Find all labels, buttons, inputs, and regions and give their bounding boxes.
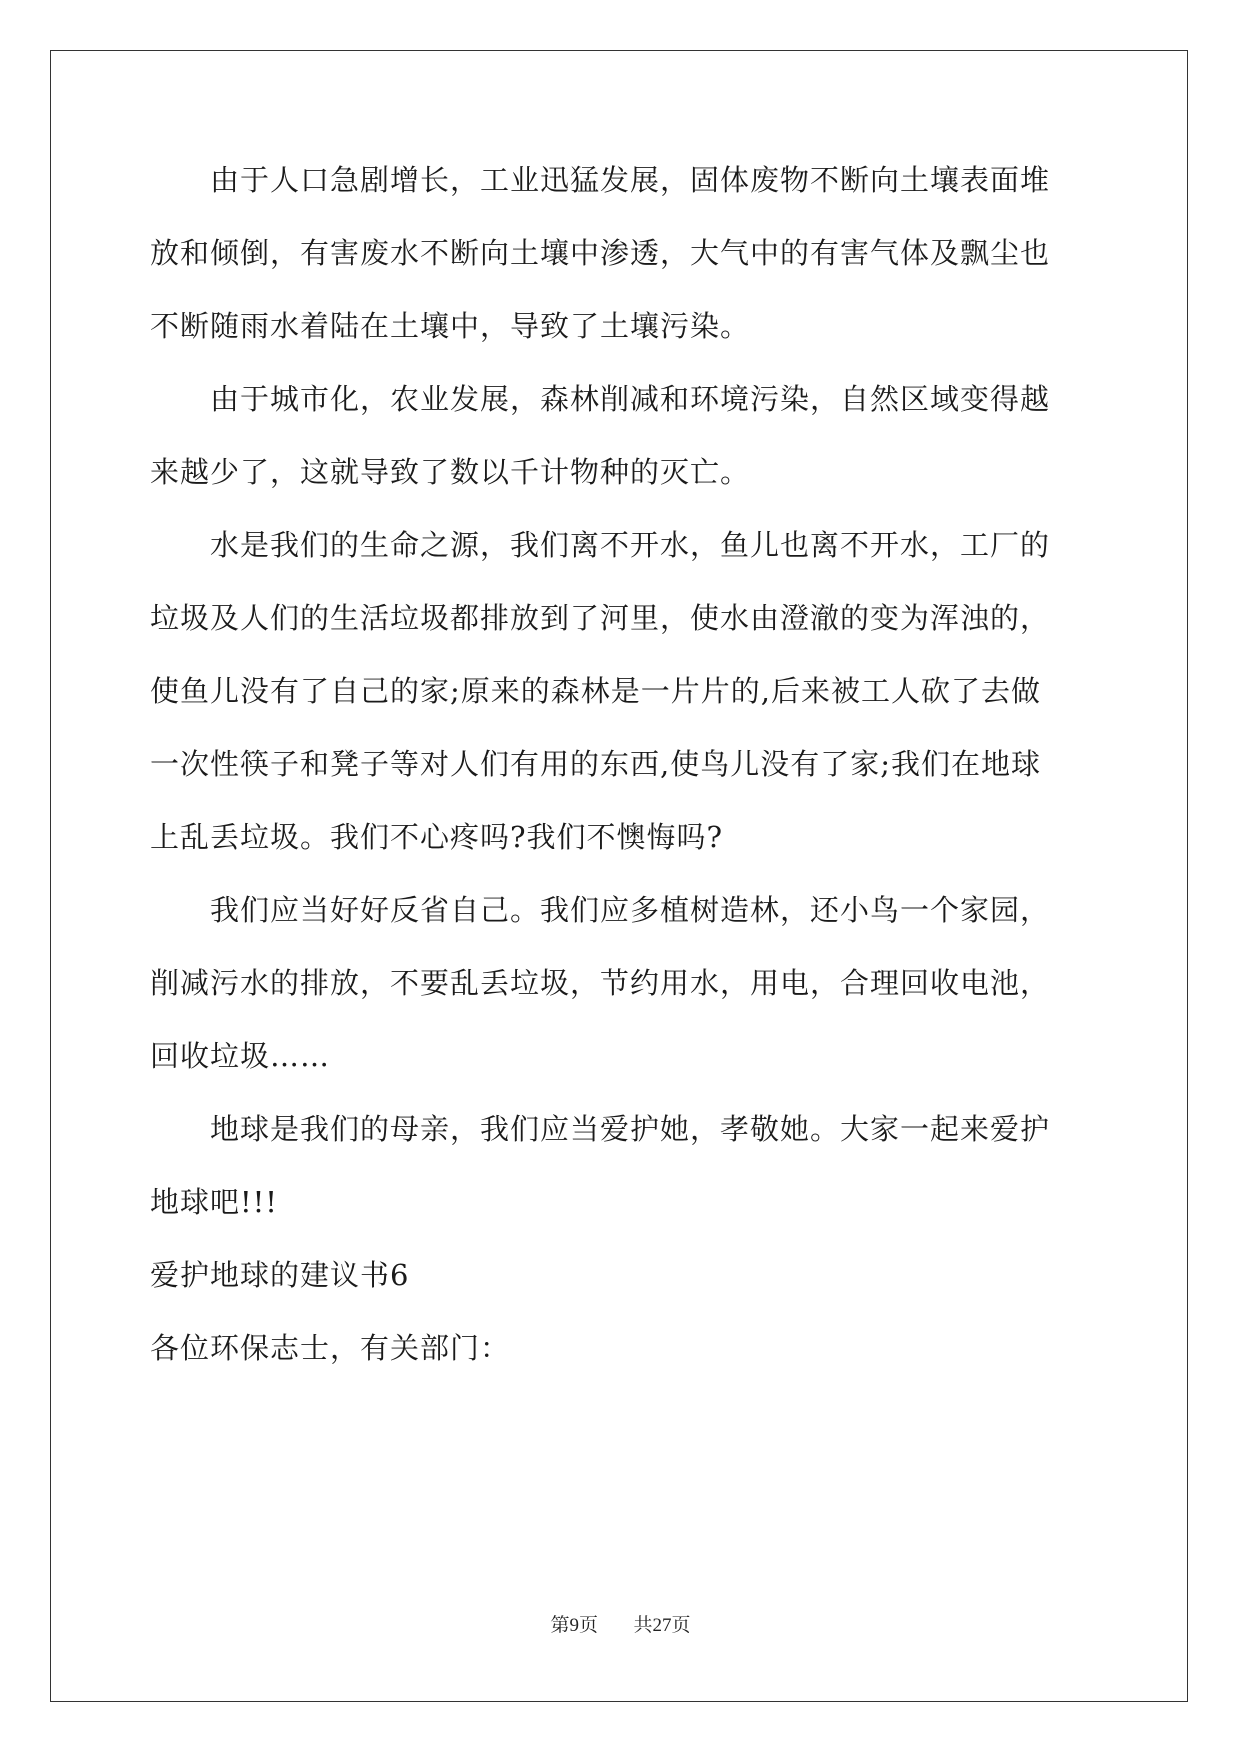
text-line: 由于城市化，农业发展，森林削减和环境污染，自然区域变得越 <box>150 382 1051 416</box>
text-line: 垃圾及人们的生活垃圾都排放到了河里，使水由澄澈的变为浑浊的， <box>150 601 1051 635</box>
text-line: 削减污水的排放，不要乱丢垃圾，节约用水，用电，合理回收电池， <box>150 966 1051 1000</box>
text-line: 一次性筷子和凳子等对人们有用的东西,使鸟儿没有了家;我们在地球 <box>150 747 1041 781</box>
text-line: 水是我们的生命之源，我们离不开水，鱼儿也离不开水，工厂的 <box>150 528 1051 562</box>
page-number: 第9页 <box>550 1615 598 1636</box>
section-title: 爱护地球的建议书6 <box>150 1258 410 1292</box>
text-line: 地球是我们的母亲，我们应当爱护她，孝敬她。大家一起来爱护 <box>150 1112 1051 1146</box>
text-line: 来越少了，这就导致了数以千计物种的灭亡。 <box>150 455 751 489</box>
text-line: 地球吧!!! <box>150 1185 278 1219</box>
page-footer <box>0 1610 1241 1637</box>
text-line: 不断随雨水着陆在土壤中，导致了土壤污染。 <box>150 309 751 343</box>
text-line: 使鱼儿没有了自己的家;原来的森林是一片片的,后来被工人砍了去做 <box>150 674 1041 708</box>
page-border <box>50 50 1188 1702</box>
text-line: 我们应当好好反省自己。我们应多植树造林，还小鸟一个家园， <box>150 893 1051 927</box>
page-total: 共27页 <box>633 1615 691 1636</box>
text-line: 由于人口急剧增长，工业迅猛发展，固体废物不断向土壤表面堆 <box>150 163 1051 197</box>
text-line: 上乱丢垃圾。我们不心疼吗?我们不懊悔吗? <box>150 820 724 854</box>
text-line: 回收垃圾…… <box>150 1039 331 1073</box>
salutation: 各位环保志士，有关部门： <box>150 1331 511 1365</box>
text-line: 放和倾倒，有害废水不断向土壤中渗透，大气中的有害气体及飘尘也 <box>150 236 1051 270</box>
